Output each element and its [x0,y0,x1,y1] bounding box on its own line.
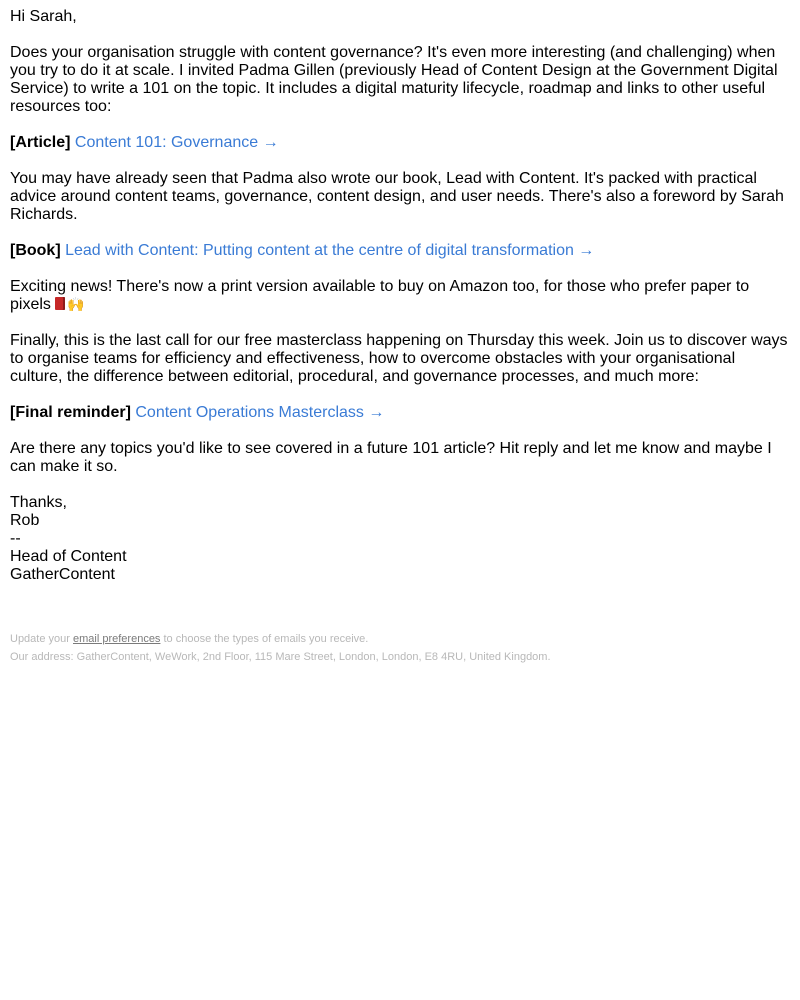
raised-hands-icon: 🙌 [67,297,85,313]
masterclass-link[interactable]: Content Operations Masterclass → [135,404,385,421]
signoff-role: Head of Content [10,548,127,565]
footer-address: Our address: GatherContent, WeWork, 2nd Floor, 115 Mare Street, London, London, E8 4RU, United Kingdom. [10,651,551,663]
reminder-tag: [Final reminder] [10,404,131,421]
book-tag: [Book] [10,242,61,259]
book-line [10,242,790,260]
greeting: Hi Sarah, [10,8,77,25]
footer-preferences [10,630,790,648]
article-tag: [Article] [10,134,71,151]
signature [10,494,790,584]
signoff-company: GatherContent [10,566,115,583]
book-paragraph: You may have already seen that Padma also wrote our book, Lead with Content. It's packed with practical advice around content teams, governance, content design, and user needs. There's also a foreword by Sarah Richards. [10,170,784,223]
print-news-paragraph [10,278,790,314]
email-preferences-link[interactable]: email preferences [73,633,161,645]
intro-paragraph: Does your organisation struggle with content governance? It's even more interesting (and challenging) when you try to do it at scale. I invited Padma Gillen (previously Head of Content Design at the Government Digital Service) to write a 101 on the topic. It includes a digital maturity lifecycle, roadmap and links to other useful resources too: [10,44,778,115]
signoff-name: Rob [10,512,40,529]
signoff-thanks: Thanks, [10,494,67,511]
email-footer [10,630,790,666]
footer-prefs-after: to choose the types of emails you receive. [163,633,369,645]
book-icon [55,297,65,310]
book-link[interactable]: Lead with Content: Putting content at the centre of digital transformation → [65,242,595,259]
article-line [10,134,790,152]
closing-question: Are there any topics you'd like to see covered in a future 101 article? Hit reply and let me know and maybe I can make it so. [10,440,772,475]
reminder-line [10,404,790,422]
signoff-separator: -- [10,530,21,547]
print-news-text: Exciting news! There's now a print version available to buy on Amazon too, for those who prefer paper to pixels [10,278,750,313]
footer-prefs-before: Update your [10,633,70,645]
article-link[interactable]: Content 101: Governance → [74,134,279,151]
masterclass-paragraph: Finally, this is the last call for our free masterclass happening on Thursday this week. Join us to discover ways to organise teams for efficiency and effectiveness, how to overcome obstacles with your organisational culture, the difference between editorial, procedural, and governance processes, and much more: [10,332,788,385]
